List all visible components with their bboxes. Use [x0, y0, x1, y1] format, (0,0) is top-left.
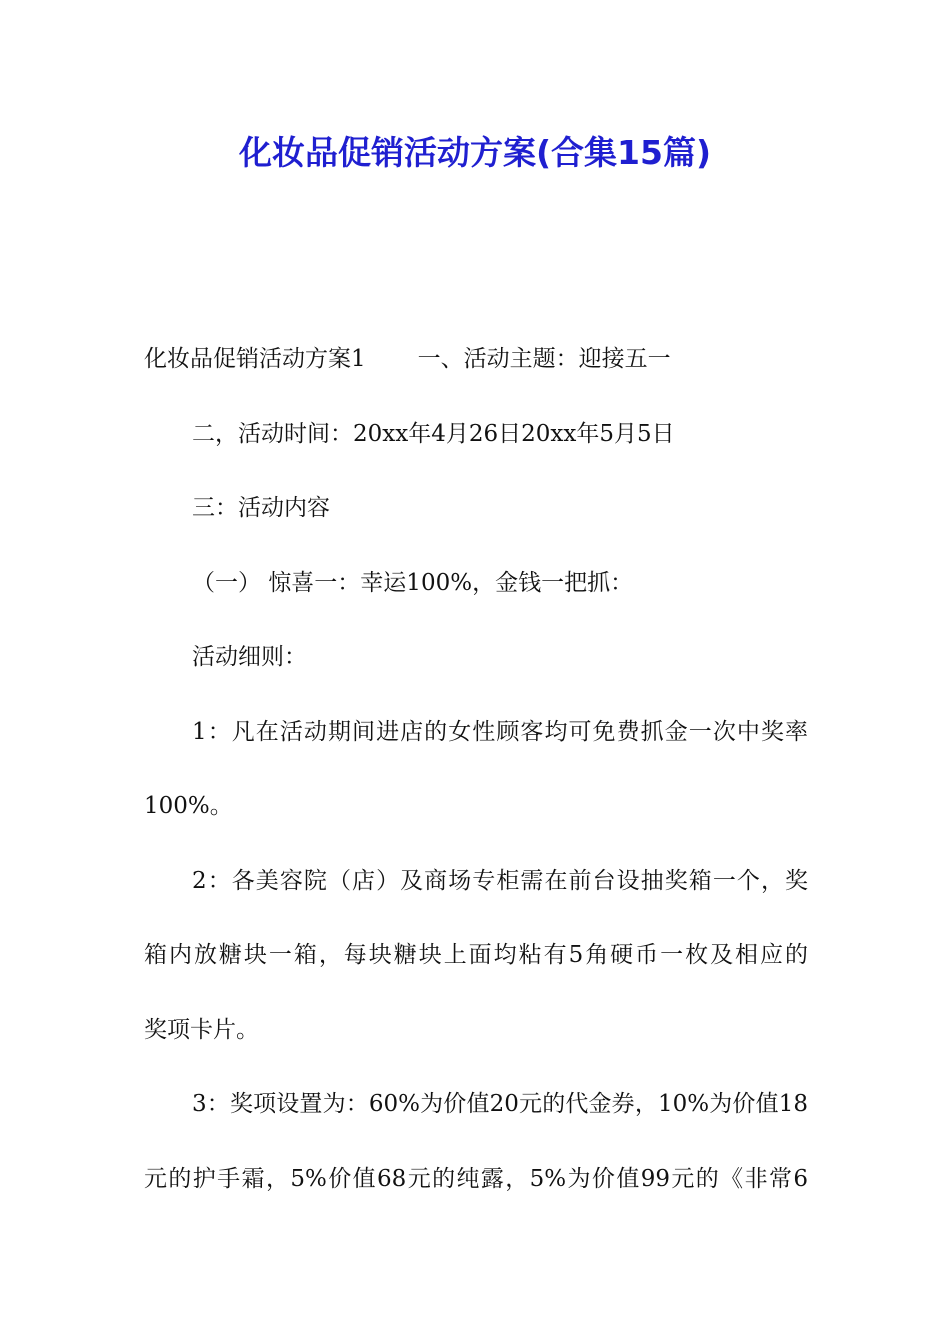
rule-1-line-2: 100%。	[144, 793, 233, 819]
activity-theme-line: 一、活动主题：迎接五一	[417, 346, 671, 372]
activity-rules-heading: 活动细则：	[192, 644, 307, 670]
rule-2-line-2: 箱内放糖块一箱，每块糖块上面均粘有5角硬币一枚及相应的	[144, 942, 808, 968]
surprise-one-heading: （一） 惊喜一：幸运100%，金钱一把抓：	[192, 570, 634, 596]
rule-1-line-1: 1：凡在活动期间进店的女性顾客均可免费抓金一次中奖率	[192, 719, 808, 745]
plan-number-label: 化妆品促销活动方案1	[144, 346, 366, 372]
activity-content-heading: 三：活动内容	[192, 495, 330, 521]
rule-2-line-3: 奖项卡片。	[144, 1017, 259, 1043]
rule-3-line-2: 元的护手霜，5%价值68元的纯露，5%为价值99元的《非常6	[144, 1166, 808, 1192]
document-title: 化妆品促销活动方案(合集15篇)	[238, 133, 712, 172]
rule-2-line-1: 2：各美容院（店）及商场专柜需在前台设抽奖箱一个，奖	[192, 868, 808, 894]
paragraph-plan-heading	[144, 343, 808, 375]
activity-time-line: 二，活动时间：20xx年4月26日20xx年5月5日	[192, 421, 675, 447]
rule-3-line-1: 3：奖项设置为：60%为价值20元的代金券，10%为价值18	[192, 1091, 808, 1117]
